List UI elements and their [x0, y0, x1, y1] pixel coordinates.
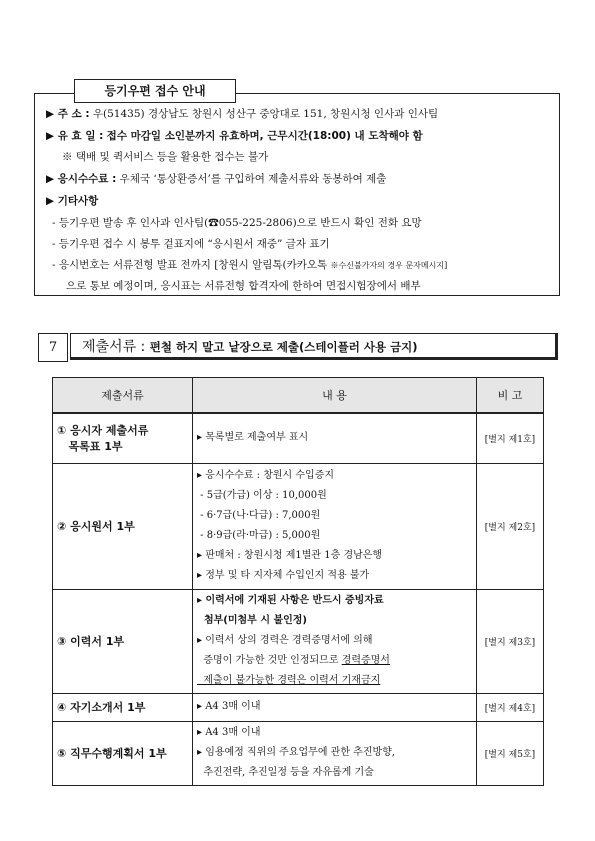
doc-name: ① 응시자 제출서류 목록표 1부 — [53, 413, 193, 463]
doc-name: ⑤ 직무수행계획서 1부 — [53, 721, 193, 785]
notice-title: 등기우편 접수 안내 — [74, 79, 236, 103]
notice-fee: ▶ 응시수수료 : 우체국 ‘통상환증서’를 구입하여 제출서류와 동봉하여 제출 — [46, 173, 387, 185]
doc-content: ▸ 이력서에 기재된 사항은 반드시 증빙자료 첨부(미첨부 시 불인정) ▸ 이력서 상의 경력은 경력증명서에 의해 증명이 가능한 것만 인정되므로 경력증명서 제출이 불가능한 경력은 이력서 기재금지 — [193, 589, 477, 693]
doc-note: [별지 제5호] — [477, 721, 544, 785]
doc-content: ▸ A4 3매 이내 — [193, 693, 477, 721]
table-row — [53, 413, 544, 463]
table-row — [53, 693, 544, 721]
section-number: 7 — [38, 333, 68, 362]
notice-etc-1: - 등기우편 발송 후 인사과 인사팀(☎055-225-2806)으로 반드시 확인 전화 요망 — [52, 217, 422, 229]
documents-table — [52, 377, 544, 786]
doc-content: ▸ A4 3매 이내 ▸ 임용예정 직위의 주요업무에 관한 추진방향, 추진전략, 추진일정 등을 자유롭게 기술 — [193, 721, 477, 785]
header-note: 비 고 — [477, 378, 544, 414]
doc-name: ③ 이력서 1부 — [53, 589, 193, 693]
notice-valid-note: ※ 택배 및 퀵서비스 등을 활용한 접수는 불가 — [62, 151, 269, 163]
doc-name: ④ 자기소개서 1부 — [53, 693, 193, 721]
doc-note: [별지 제3호] — [477, 589, 544, 693]
section-title: 제출서류 : 편철 하지 말고 낱장으로 제출(스테이플러 사용 금지) — [82, 339, 418, 355]
doc-content: ▸ 목록별로 제출여부 표시 — [193, 413, 477, 463]
header-documents: 제출서류 — [53, 378, 193, 414]
notice-etc-label: ▶ 기타사항 — [46, 195, 99, 207]
table-row — [53, 721, 544, 785]
notice-etc-3-cont: 으로 통보 예정이며, 응시표는 서류전형 합격자에 한하여 면접시험장에서 배부 — [66, 280, 421, 292]
section-heading — [38, 333, 558, 362]
doc-content: ▸ 응시수수료 : 창원시 수입증지 - 5급(가급) 이상 : 10,000원 - 6·7급(나·다급) : 7,000원 - 8·9급(라·마급) : 5,000원 ▸ 판매처 : 창원시청 제1별관 1층 경남은행 ▸ 정부 및 타 지자체 수입인지 적용 불가 — [193, 463, 477, 589]
notice-etc-3: - 응시번호는 서류전형 발표 전까지 [창원시 알림톡(카카오톡 ※수신불가자의 경우 문자메시지] — [52, 259, 448, 271]
notice-etc-2: - 등기우편 접수 시 봉투 겉표지에 “응시원서 재중” 글자 표기 — [52, 238, 330, 250]
doc-name: ② 응시원서 1부 — [53, 463, 193, 589]
notice-valid: ▶ 유 효 일 : 접수 마감일 소인분까지 유효하며, 근무시간(18:00) 내 도착해야 함 — [46, 130, 423, 142]
notice-address: ▶ 주 소 : 우(51435) 경상남도 창원시 성산구 중앙대로 151, 창원시청 인사과 인사팀 — [46, 108, 439, 120]
table-header-row — [53, 378, 544, 414]
table-row — [53, 589, 544, 693]
doc-note: [별지 제2호] — [477, 463, 544, 589]
doc-note: [별지 제4호] — [477, 693, 544, 721]
table-row — [53, 463, 544, 589]
header-content: 내 용 — [193, 378, 477, 414]
doc-note: [별지 제1호] — [477, 413, 544, 463]
